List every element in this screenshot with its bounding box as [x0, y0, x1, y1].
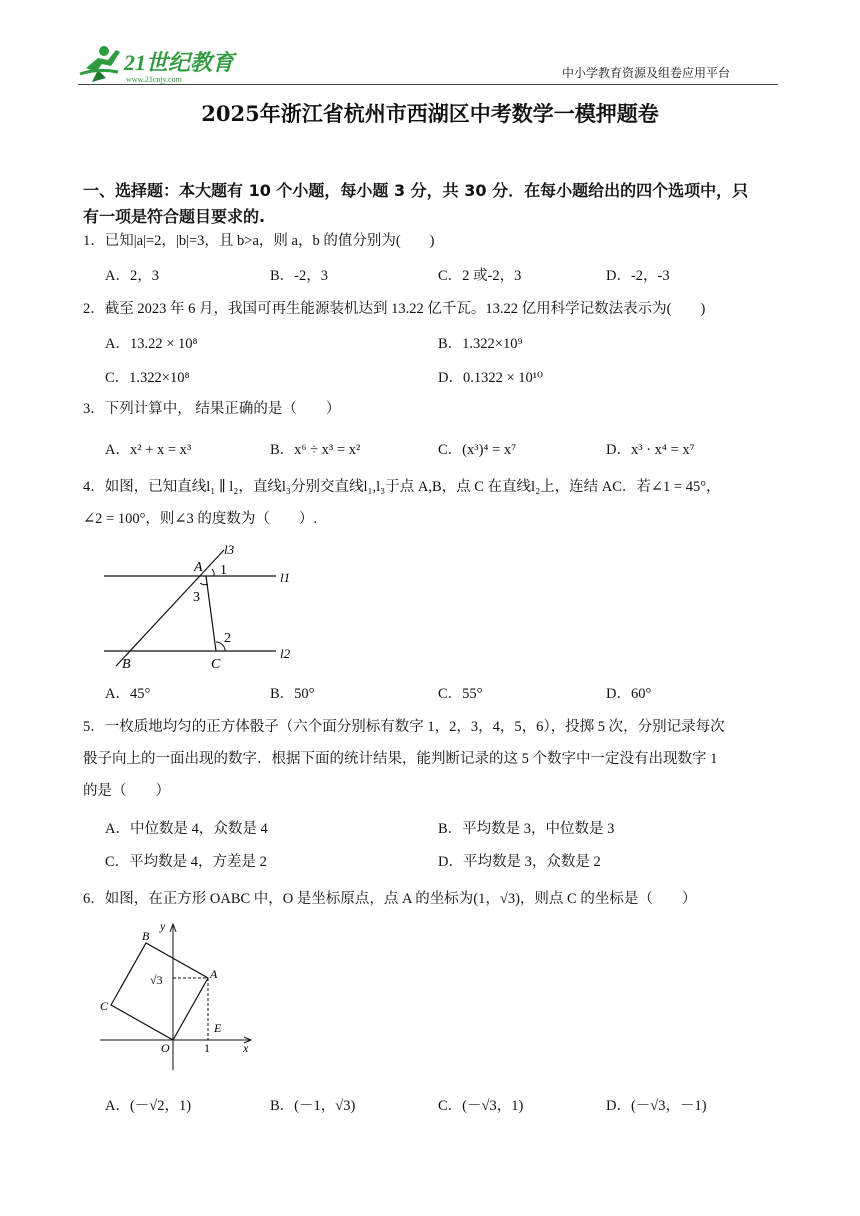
q1-option-c[interactable]: C．2 或-2，3	[438, 268, 522, 284]
label-1: 1	[204, 1041, 210, 1055]
square-oabc	[111, 943, 208, 1040]
q4-option-c[interactable]: C．55°	[438, 686, 483, 702]
q6-option-a[interactable]: A．(－√2，1)	[105, 1098, 192, 1114]
header-divider	[78, 84, 778, 85]
q4-figure	[96, 538, 306, 672]
label-A: A	[210, 967, 218, 981]
label-angle-3: 3	[193, 590, 200, 605]
q1-option-d[interactable]: D．-2，-3	[606, 268, 670, 284]
question-5-line3: 的是（ ）	[83, 783, 170, 799]
question-2-stem: 2．截至 2023 年 6 月，我国可再生能源装机达到 13.22 亿千瓦。13.22 亿用科学记数法表示为( )	[83, 301, 706, 317]
platform-label: 中小学教育资源及组卷应用平台	[561, 66, 730, 80]
label-A: A	[194, 560, 203, 575]
q6-figure	[98, 918, 263, 1078]
q6-option-b[interactable]: B．(－1，√3)	[270, 1098, 356, 1114]
line-l3	[116, 550, 224, 666]
q5-option-c[interactable]: C．平均数是 4，方差是 2	[105, 854, 267, 870]
angle-1-arc	[212, 569, 214, 576]
label-B: B	[122, 657, 131, 672]
question-5-line2: 骰子向上的一面出现的数字．根据下面的统计结果，能判断记录的这 5 个数字中一定没有出现数字 1	[83, 751, 718, 767]
question-5-line1: 5．一枚质地均匀的正方体骰子（六个面分别标有数字 1，2，3，4，5，6），投掷 5 次，分别记录每次	[83, 719, 725, 735]
question-1-stem: 1．已知|a|=2，|b|=3，且 b>a，则 a，b 的值分别为( )	[83, 233, 435, 249]
q6-option-c[interactable]: C．(－√3，1)	[438, 1098, 524, 1114]
label-B: B	[142, 929, 150, 943]
q2-option-c[interactable]: C．1.322×10⁸	[105, 370, 190, 386]
label-C: C	[100, 999, 109, 1013]
label-y: y	[160, 919, 166, 933]
question-4-line1: 4．如图，已知直线l₁ ∥ l₂，直线l₃分别交直线l₁,l₃于点 A,B，点 C 在直线l₂上，连结 AC．若∠1 = 45°，	[83, 479, 721, 495]
section-heading-line2: 有一项是符合题目要求的.	[83, 207, 266, 226]
question-6-stem: 6．如图，在正方形 OABC 中，O 是坐标原点，点 A 的坐标为(1，√3)，则点 C 的坐标是（ ）	[83, 891, 697, 907]
question-4-line2: ∠2 = 100°，则∠3 的度数为（ ）.	[83, 511, 318, 527]
label-l2: l2	[280, 646, 291, 661]
q3-option-d[interactable]: D．x³ · x⁴ = x⁷	[606, 442, 695, 458]
q3-option-a[interactable]: A．x² + x = x³	[105, 442, 192, 458]
section-heading-line1: 一、选择题：本大题有 10 个小题，每小题 3 分，共 30 分．在每小题给出的四个选项中，只	[83, 181, 749, 200]
label-l1: l1	[280, 570, 291, 585]
label-C: C	[211, 657, 221, 672]
q3-option-b[interactable]: B．x⁶ ÷ x³ = x²	[270, 442, 361, 458]
label-angle-2: 2	[224, 631, 231, 646]
q1-option-a[interactable]: A．2，3	[105, 268, 159, 284]
q5-option-a[interactable]: A．中位数是 4，众数是 4	[105, 821, 268, 837]
page-title: 2025年浙江省杭州市西湖区中考数学一模押题卷	[201, 101, 659, 126]
q4-option-b[interactable]: B．50°	[270, 686, 315, 702]
question-3-stem: 3．下列计算中， 结果正确的是（ ）	[83, 401, 341, 417]
label-sqrt3: √3	[150, 973, 163, 987]
q2-option-b[interactable]: B．1.322×10⁹	[438, 336, 523, 352]
segment-ac	[206, 576, 216, 651]
label-l3: l3	[224, 542, 235, 557]
q3-option-c[interactable]: C．(x³)⁴ = x⁷	[438, 442, 517, 458]
q4-option-d[interactable]: D．60°	[606, 686, 652, 702]
logo-text: 21世纪教育	[124, 50, 235, 75]
q5-option-d[interactable]: D．平均数是 3，众数是 2	[438, 854, 601, 870]
label-E: E	[214, 1021, 222, 1035]
site-logo	[78, 42, 258, 86]
q5-option-b[interactable]: B．平均数是 3，中位数是 3	[438, 821, 615, 837]
label-x: x	[243, 1041, 249, 1055]
logo-url: www.21cnjy.com	[126, 75, 182, 84]
q4-option-a[interactable]: A．45°	[105, 686, 151, 702]
label-O: O	[161, 1041, 170, 1055]
q6-option-d[interactable]: D．(－√3，－1)	[606, 1098, 707, 1114]
runner-icon	[80, 46, 120, 82]
label-angle-1: 1	[220, 563, 227, 578]
q2-option-d[interactable]: D．0.1322 × 10¹⁰	[438, 370, 543, 386]
q1-option-b[interactable]: B．-2，3	[270, 268, 328, 284]
q2-option-a[interactable]: A．13.22 × 10⁸	[105, 336, 198, 352]
